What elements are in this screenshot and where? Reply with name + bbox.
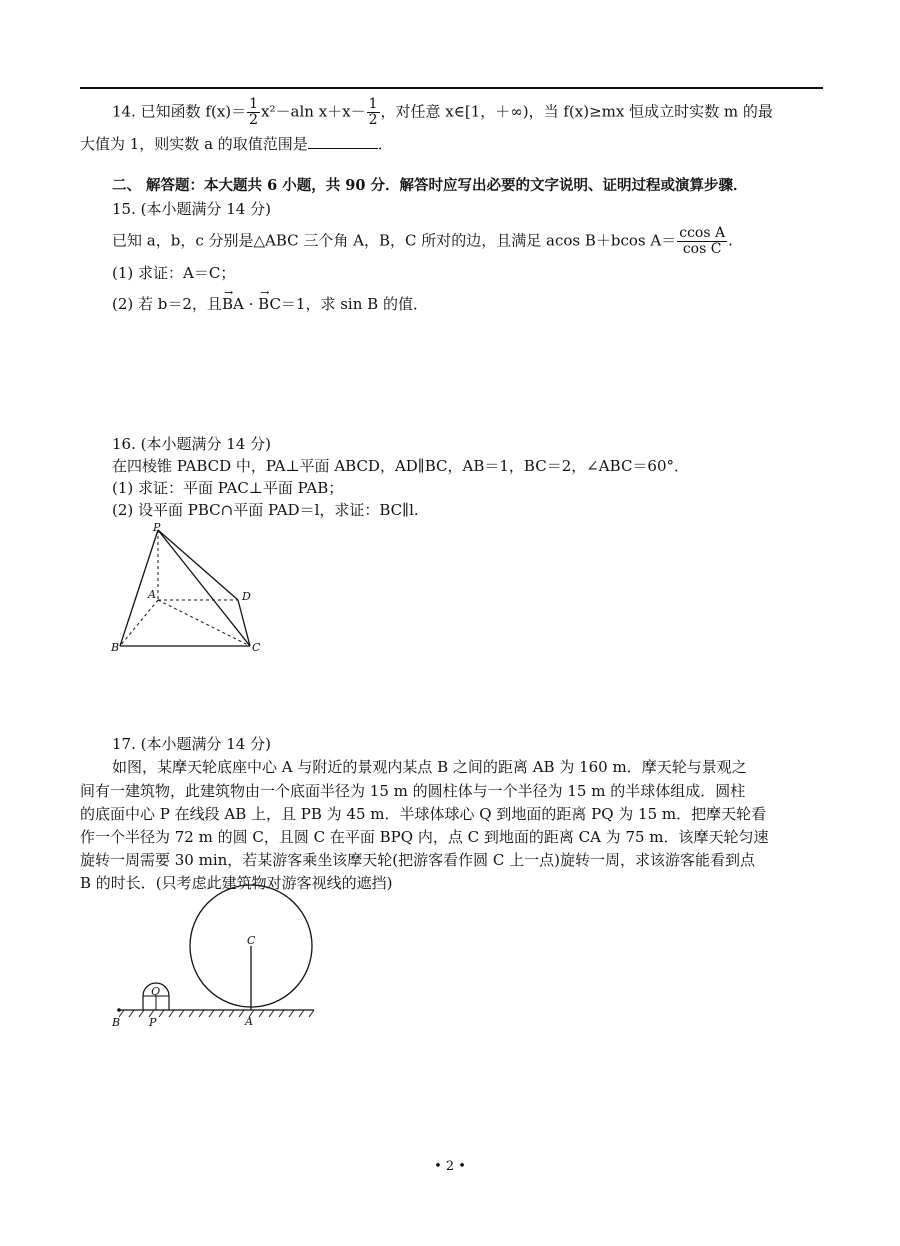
vector-ba: → BA — [222, 294, 244, 314]
q16-part2: (2) 设平面 PBC∩平面 PAD＝l，求证：BC∥l. — [112, 501, 419, 519]
fraction-numerator: 1 — [368, 96, 378, 112]
q17-line-4: 作一个半径为 72 m 的圆 C，且圆 C 在平面 BPQ 内，点 C 到地面的距离 CA 为 75 m．该摩天轮匀速 — [80, 828, 769, 846]
q16-title: 16. (本小题满分 14 分) — [112, 435, 271, 453]
q14-text-mid: x²－aln x＋x－ — [261, 102, 366, 121]
label-b: B — [112, 1016, 121, 1029]
q15-title: 15. (本小题满分 14 分) — [112, 200, 271, 218]
label-p: P — [153, 521, 161, 534]
q14-text-post: ，对任意 x∈[1，＋∞)，当 f(x)≥mx 恒成立时实数 m 的最 — [380, 102, 773, 121]
label-c: C — [252, 641, 261, 654]
q17-line-2: 间有一建筑物，此建筑物由一个底面半径为 15 m 的圆柱体与一个半径为 15 m 的半球体组成．圆柱 — [80, 782, 746, 800]
q14-end: ． — [377, 135, 393, 153]
fraction-numerator: ccos A — [679, 225, 726, 241]
label-d: D — [242, 590, 251, 603]
q17-line-3: 的底面中心 P 在线段 AB 上，且 PB 为 45 m．半球体球心 Q 到地面的距离 PQ 为 15 m．把摩天轮看 — [80, 805, 767, 823]
section-2-header: 二、 解答题：本大题共 6 小题，共 90 分．解答时应写出必要的文字说明、证明过程或演算步骤． — [112, 177, 748, 194]
vector-bc: → BC — [258, 294, 281, 314]
q17-title: 17. (本小题满分 14 分) — [112, 735, 271, 753]
label-a: A — [148, 588, 156, 601]
q14-number: 14. — [112, 102, 136, 121]
q17-line-6: B 的时长．(只考虑此建筑物对游客视线的遮挡) — [80, 874, 393, 892]
fraction-numerator: 1 — [249, 96, 259, 112]
fraction-denominator: 2 — [368, 112, 378, 128]
label-b: B — [111, 641, 120, 654]
q15-stem-end: . — [728, 231, 733, 250]
label-c: C — [247, 934, 256, 947]
page-number: • 2 • — [434, 1159, 466, 1174]
label-p: P — [149, 1016, 157, 1029]
label-q: Q — [151, 985, 161, 998]
label-a: A — [245, 1015, 253, 1028]
q16-part1: (1) 求证：平面 PAC⊥平面 PAB； — [112, 479, 344, 497]
dot-product: · — [248, 295, 254, 313]
q15-part2-pre: (2) 若 b＝2，且 — [112, 295, 222, 313]
q17-line-1: 如图，某摩天轮底座中心 A 与附近的景观内某点 B 之间的距离 AB 为 160 m．摩天轮与景观之 — [112, 758, 747, 776]
q16-stem: 在四棱锥 PABCD 中，PA⊥平面 ABCD，AD∥BC，AB＝1，BC＝2，∠ABC＝60°． — [112, 457, 690, 475]
q14-text-line2: 大值为 1，则实数 a 的取值范围是 — [80, 135, 308, 153]
q15-part1: (1) 求证：A＝C； — [112, 264, 236, 282]
q17-line-5: 旋转一周需要 30 min，若某游客乘坐该摩天轮(把游客看作圆 C 上一点)旋转一周，求该游客能看到点 — [80, 851, 756, 869]
q15-stem-text: 已知 a，b，c 分别是△ABC 三个角 A，B，C 所对的边，且满足 acos B＋bcos A＝ — [112, 231, 677, 250]
q14-text-pre: 已知函数 f(x)＝ — [140, 102, 247, 121]
q15-part2-post: ＝1，求 sin B 的值． — [280, 295, 428, 313]
point-b — [117, 1008, 121, 1012]
fraction-denominator: cos C — [682, 241, 722, 257]
fraction-denominator: 2 — [249, 112, 259, 128]
